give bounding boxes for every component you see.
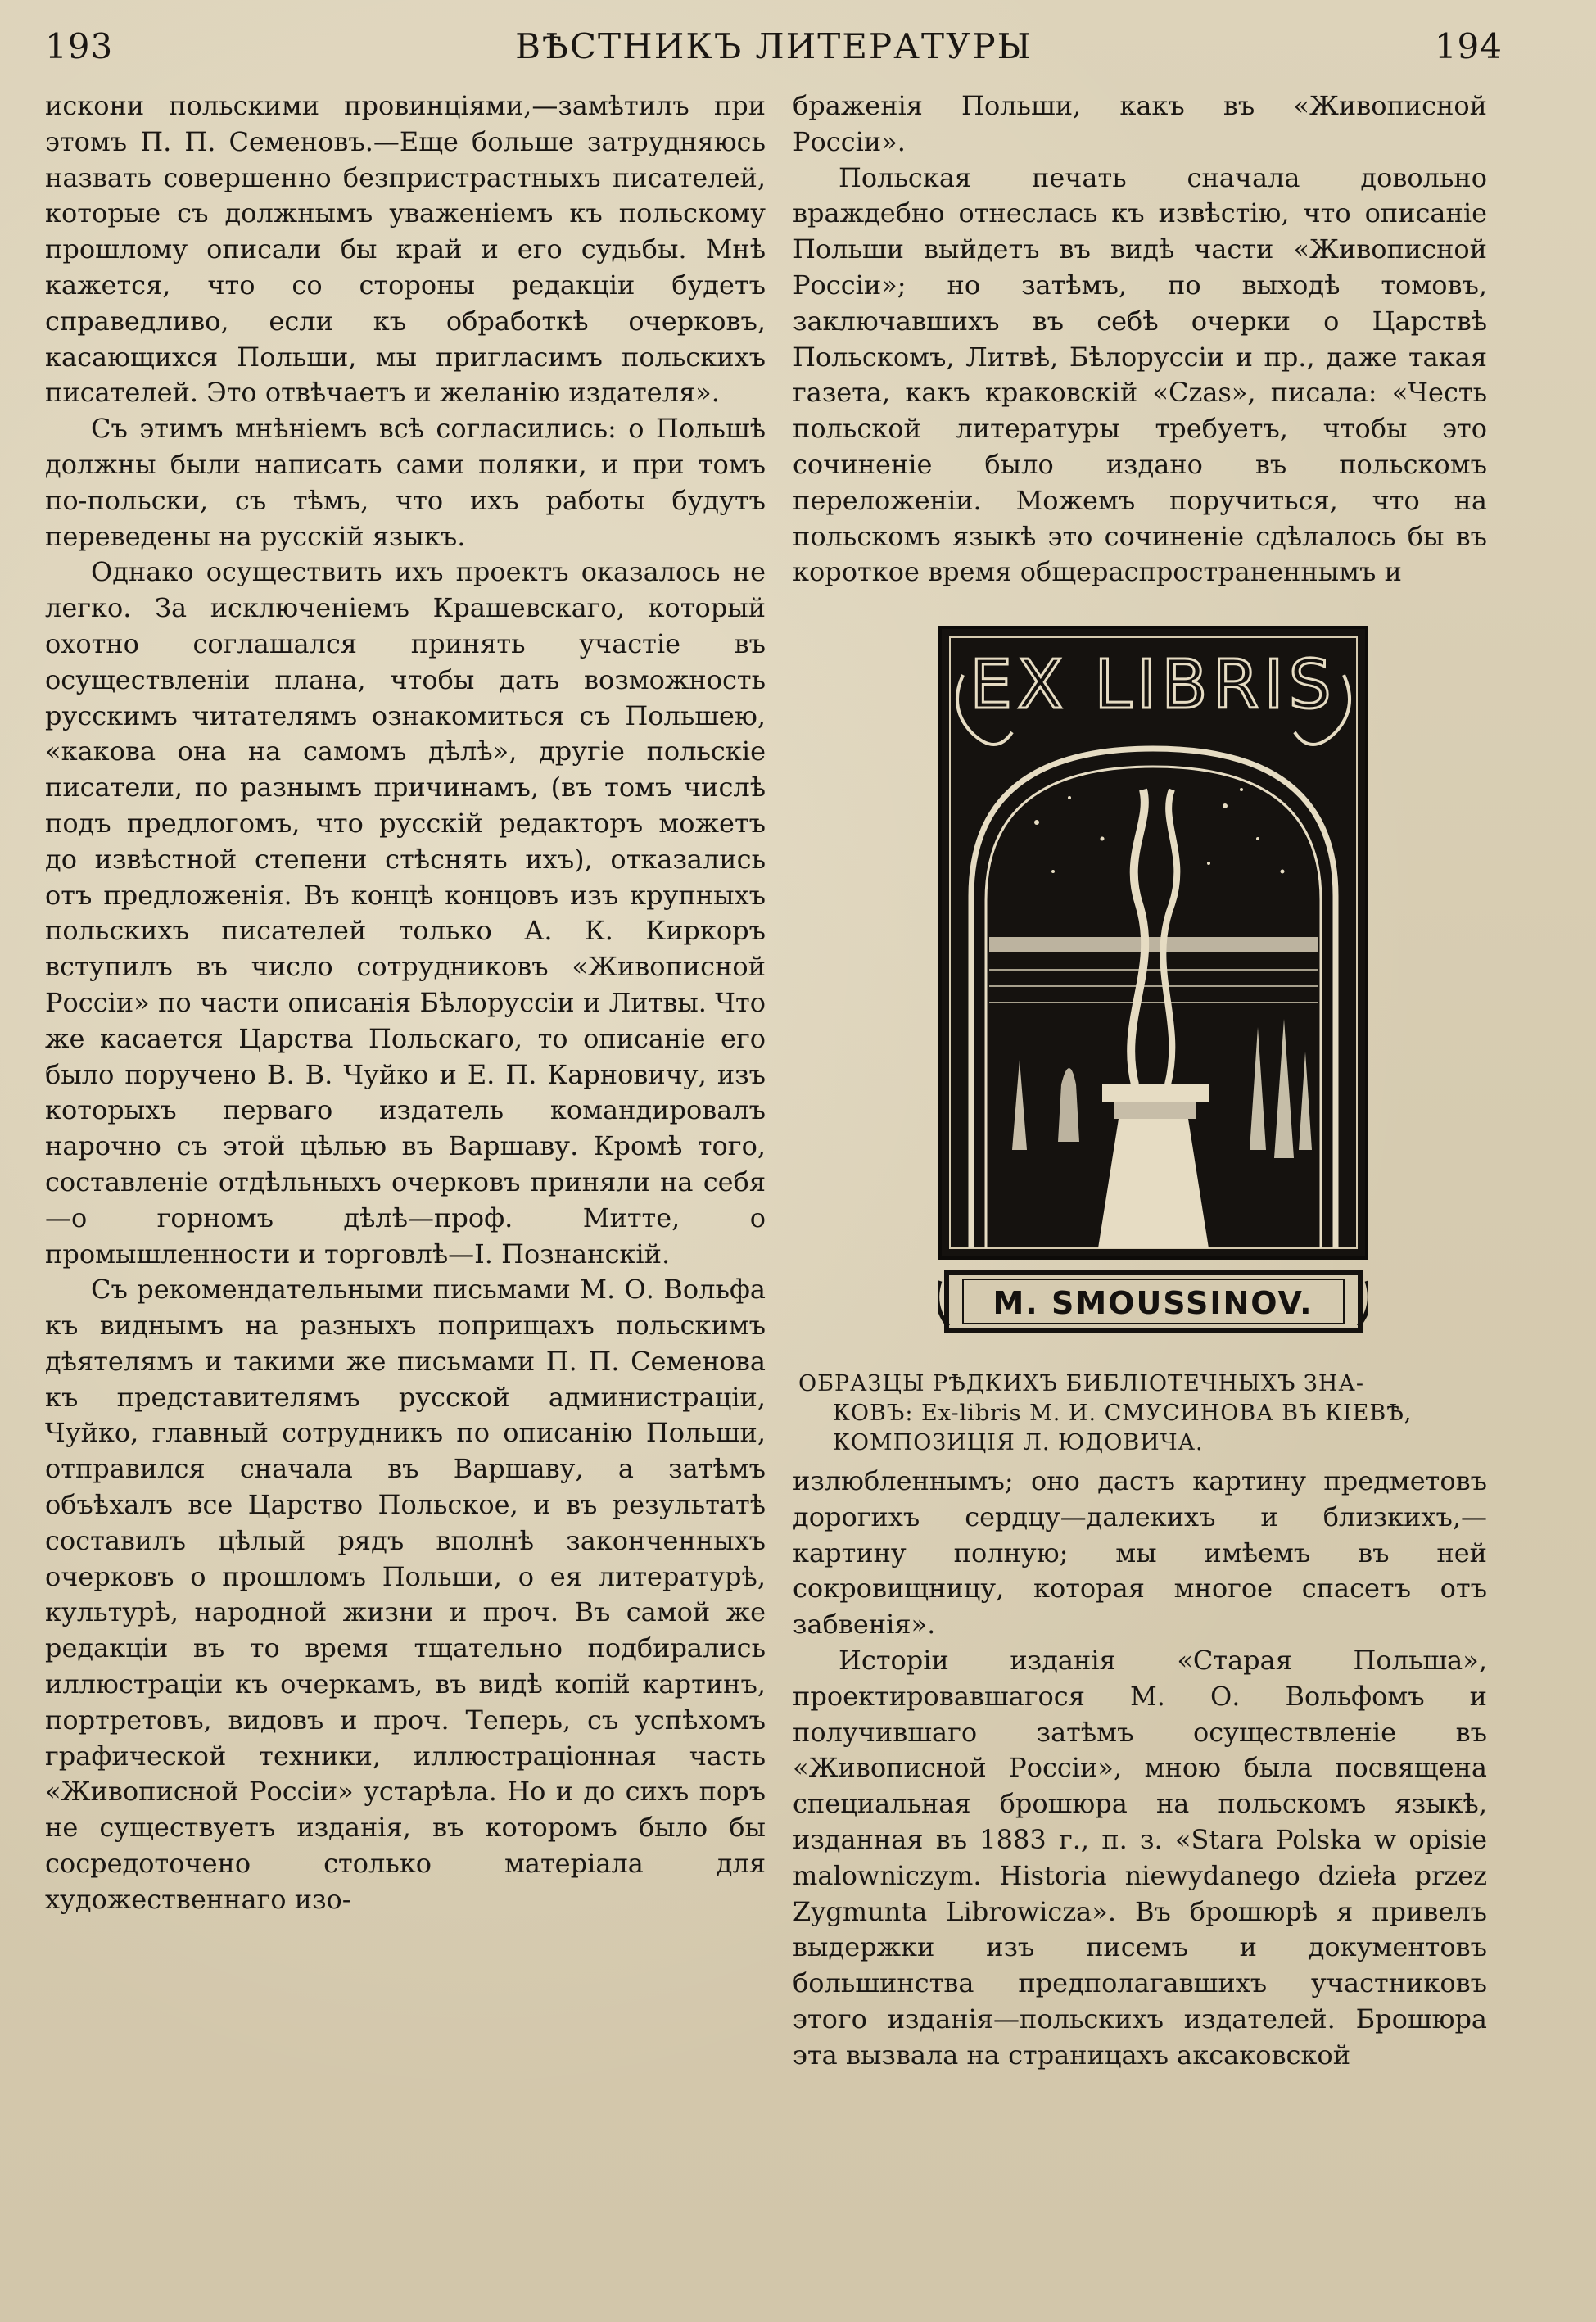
ex-libris-title: EX LIBRIS bbox=[970, 646, 1336, 724]
paragraph: Съ рекомендательными письмами М. О. Вольфа къ виднымъ на разныхъ поприщахъ польскимъ дѣятелямъ и такими же письмами П. П. Семенова къ представителямъ русской администраціи, Чуйко, главный сотрудникъ по описанію Польши, отправился сначала въ Варшаву, а затѣмъ объѣхалъ все Царство Польское, и въ результатѣ составилъ цѣлый рядъ вполнѣ законченныхъ очерковъ о прошломъ Польши, о ея литературѣ, культурѣ, народной жизни и проч. Въ самой же редакціи въ то время тщательно подбирались иллюстраціи къ очеркамъ, въ видѣ копій картинъ, портретовъ, видовъ и проч. Теперь, съ успѣхомъ графической техники, иллюстраціонная часть «Живописной Россіи» устарѣла. Но и до сихъ поръ не существуетъ изданія, въ которомъ было бы сосредоточено столько матеріала для художественнаго изо- bbox=[45, 1274, 766, 1915]
caption-line: КОВЪ: Ex-libris М. И. СМУСИНОВА ВЪ КІЕВѢ, bbox=[833, 1401, 1413, 1426]
page-number-left: 193 bbox=[45, 26, 114, 66]
paragraph: Исторіи изданія «Старая Польша», проектировавшагося М. О. Вольфомъ и получившаго затѣмъ осуществленіе въ «Живописной Россіи», мною была посвящена специальная брошюра на польскомъ языкѣ, изданная въ 1883 г., п. з. «Stara Polska w opisie malowniczym. Historia niewydanego dzieła przez Zygmunta Librowicza». Въ брошюрѣ я привелъ выдержки изъ писемъ и документовъ большинства предполагавшихъ участниковъ этого изданія—польскихъ издателей. Брошюра эта вызвала на страницахъ аксаковской bbox=[793, 1644, 1487, 2071]
paragraph: Польская печать сначала довольно враждебно отнеслась къ извѣстію, что описаніе Польши выйдетъ въ видѣ части «Живописной Россіи»; но затѣмъ, по выходѣ томовъ, заключавшихъ въ себѣ очерки о Царствѣ Польскомъ, Литвѣ, Бѣлоруссіи и пр., даже такая газета, какъ краковскій «Czas», писала: «Честь польской литературы требуетъ, чтобы это сочиненіе было издано въ польскомъ переложеніи. Можемъ поручиться, что на польскомъ языкѣ это сочиненіе сдѣлалось бы въ короткое время общераспространеннымъ и bbox=[793, 161, 1487, 588]
bookplate-owner: M. SMOUSSINOV. bbox=[992, 1285, 1313, 1321]
journal-title: ВѢСТНИКЪ ЛИТЕРАТУРЫ bbox=[515, 26, 1033, 66]
paragraph: Съ этимъ мнѣніемъ всѣ согласились: о Польшѣ должны были написать сами поляки, и при томъ по-польски, съ тѣмъ, что ихъ работы будутъ переведены на русскій языкъ. bbox=[45, 413, 766, 552]
right-column-top bbox=[793, 88, 1487, 591]
paragraph: излюбленнымъ; оно дастъ картину предметовъ дорогихъ сердцу—далекихъ и близкихъ,—картину полную; мы имѣемъ въ ней сокровищницу, которая многое спасетъ отъ забвенія». bbox=[793, 1465, 1487, 1641]
caption-line: КОМПОЗИЦІЯ Л. ЮДОВИЧА. bbox=[833, 1430, 1204, 1455]
caption-line: ОБРАЗЦЫ РѢДКИХЪ БИБЛІОТЕЧНЫХЪ ЗНА- bbox=[798, 1371, 1364, 1396]
right-column-bottom bbox=[793, 1464, 1487, 2074]
running-head bbox=[45, 26, 1503, 75]
left-column bbox=[45, 88, 766, 1918]
page-number-right: 194 bbox=[1434, 26, 1503, 66]
figure-caption bbox=[798, 1369, 1503, 1458]
paragraph: искони польскими провинціями,—замѣтилъ при этомъ П. П. Семеновъ.—Еще больше затрудняюсь назвать совершенно безпристрастныхъ писателей, которые съ должнымъ уваженіемъ къ польскому прошлому описали бы край и его судьбы. Мнѣ кажется, что со стороны редакціи будетъ справедливо, если къ обработкѣ очерковъ, касающихся Польши, мы пригласимъ польскихъ писателей. Это отвѣчаетъ и желанію издателя». bbox=[45, 90, 766, 409]
ex-libris-bookplate bbox=[938, 626, 1368, 1342]
paragraph: Однако осуществить ихъ проектъ оказалось не легко. За исключеніемъ Крашевскаго, который охотно соглашался принять участіе въ осуществленіи плана, чтобы дать возможность русскимъ читателямъ ознакомиться съ Польшею, «какова она на самомъ дѣлѣ», другіе польскіе писатели, по разнымъ причинамъ, (въ томъ числѣ подъ предлогомъ, что русскій редакторъ можетъ до извѣстной степени стѣснять ихъ), отказались отъ предложенія. Въ концѣ концовъ изъ крупныхъ польскихъ писателей только А. К. Киркоръ вступилъ въ число сотрудниковъ «Живописной Россіи» по части описанія Бѣлоруссіи и Литвы. Что же касается Царства Польскаго, то описаніе его было поручено В. В. Чуйко и Е. П. Карновичу, изъ которыхъ перваго издатель командировалъ нарочно съ этой цѣлью въ Варшаву. Кромѣ того, составленіе отдѣльныхъ очерковъ приняли на себя—о горномъ дѣлѣ—проф. Митте, о промышленности и торговлѣ—І. Познанскій. bbox=[45, 556, 766, 1270]
paragraph: браженія Польши, какъ въ «Живописной Россіи». bbox=[793, 90, 1487, 157]
